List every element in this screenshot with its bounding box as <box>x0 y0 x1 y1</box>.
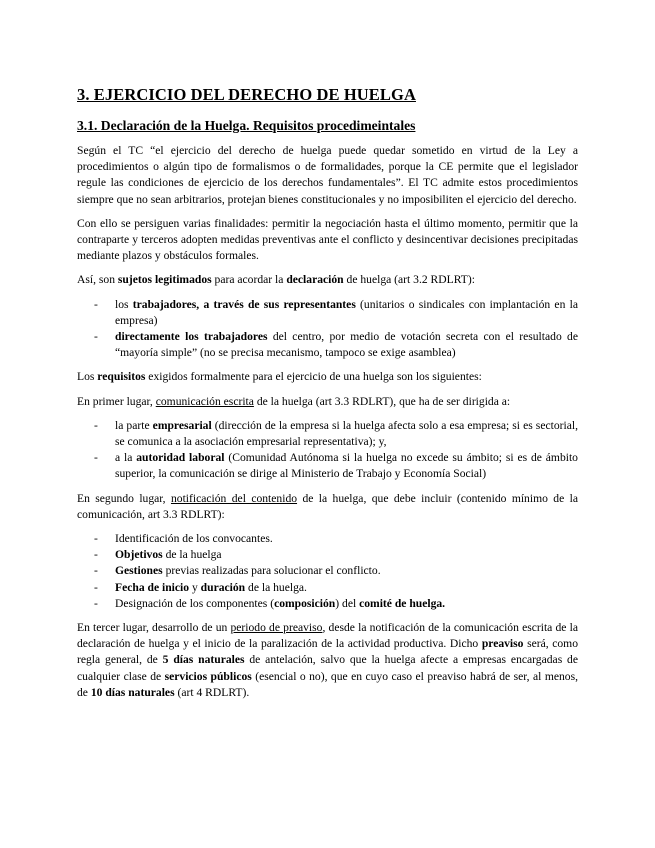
list-sujetos <box>77 297 578 362</box>
list-item: - directamente los trabajadores del centro, por medio de votación secreta con el resultado de “mayoría simple” (no se precisa mecanismo, tampoco se exige asamblea) <box>94 330 578 360</box>
paragraph-sujetos: Así, son sujetos legitimados para acordar la declaración de huelga (art 3.2 RDLRT): <box>77 273 475 287</box>
list-item: - los trabajadores, a través de sus representantes (unitarios o sindicales con implantación en la empresa) <box>94 297 578 327</box>
list-item: - Identificación de los convocantes. <box>94 532 273 546</box>
list-item: - Designación de los componentes (composición) del comité de huelga. <box>94 596 446 610</box>
subsection-heading: 3.1. Declaración de la Huelga. Requisitos procedimeintales <box>77 118 416 133</box>
list-contenido <box>77 531 578 612</box>
paragraph-notificacion: En segundo lugar, notificación del contenido de la huelga, que debe incluir (contenido mínimo de la comunicación, art 3.3 RDLRT): <box>77 491 578 521</box>
list-item: - Gestiones previas realizadas para solucionar el conflicto. <box>94 564 381 578</box>
list-item: - Objetivos de la huelga <box>94 548 222 562</box>
list-destinatarios <box>77 418 578 483</box>
paragraph-requisitos: Los requisitos exigidos formalmente para el ejercicio de una huelga son los siguientes: <box>77 370 482 384</box>
list-item: - Fecha de inicio y duración de la huelga. <box>94 580 307 594</box>
list-item: - la parte empresarial (dirección de la empresa si la huelga afecta solo a esa empresa; si es sectorial, se comunica a la asociación empresarial representativa); y, <box>94 418 578 449</box>
paragraph-preaviso: En tercer lugar, desarrollo de un periodo de preaviso, desde la notificación de la comunicación escrita de la declaración de huelga y el inicio de la paralización de la actividad productiva. Dicho preaviso será, como regla general, de 5 días naturales de antelación, salvo que la huelga afecte a empresas encargadas de cualquier clase de servicios públicos (esencial o no), que en cuyo caso el preaviso habrá de ser, al menos, de 10 días naturales (art 4 RDLRT). <box>77 621 578 699</box>
paragraph-comunicacion: En primer lugar, comunicación escrita de la huelga (art 3.3 RDLRT), que ha de ser dirigida a: <box>77 394 511 408</box>
section-heading: 3. EJERCICIO DEL DERECHO DE HUELGA <box>77 85 416 104</box>
list-item: - a la autoridad laboral (Comunidad Autónoma si la huelga no excede su ámbito; si es de ámbito superior, la comunicación se dirige al Ministerio de Trabajo y Economía Social) <box>94 451 578 481</box>
document-body <box>77 143 578 709</box>
paragraph-finalidades: Con ello se persiguen varias finalidades: permitir la negociación hasta el último momento, permitir que la contraparte y terceros adopten medidas preventivas ante el conflicto y desincentivar decisiones precipitadas mediante plazos y obstáculos formales. <box>77 216 578 263</box>
paragraph-tc: Según el TC “el ejercicio del derecho de huelga puede quedar sometido en virtud de la Ley a procedimientos o algún tipo de formalismos o de formalidades, porque la CE permite que el legislador regule las condiciones de ejercicio de los derechos fundamentales”. El TC admite estos procedimientos siempre que no sean arbitrarios, protejan bienes constitucionales y no imposibiliten el ejercicio del derecho. <box>77 144 578 206</box>
